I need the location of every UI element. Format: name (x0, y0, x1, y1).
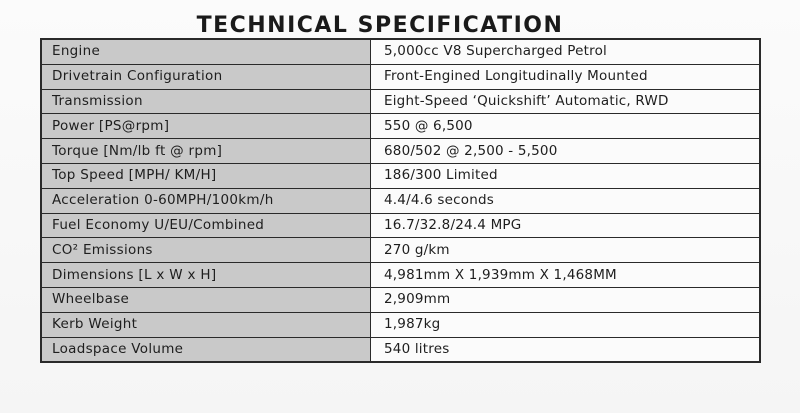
table-row (41, 64, 760, 89)
spec-label: Power [PS@rpm] (41, 114, 371, 139)
table-row (41, 188, 760, 213)
table-row (41, 39, 760, 64)
spec-label: Engine (41, 39, 371, 64)
spec-value: 186/300 Limited (371, 163, 761, 188)
table-row (41, 163, 760, 188)
spec-label: Torque [Nm/lb ft @ rpm] (41, 139, 371, 164)
page-title: TECHNICAL SPECIFICATION (196, 13, 564, 38)
table-row (41, 114, 760, 139)
spec-label: Transmission (41, 89, 371, 114)
spec-value: Eight-Speed ‘Quickshift’ Automatic, RWD (371, 89, 761, 114)
table-row (41, 238, 760, 263)
spec-value: 2,909mm (371, 287, 761, 312)
table-row (41, 213, 760, 238)
spec-label: CO² Emissions (41, 238, 371, 263)
table-row (41, 287, 760, 312)
table-row (41, 139, 760, 164)
spec-label: Drivetrain Configuration (41, 64, 371, 89)
spec-value: 540 litres (371, 337, 761, 362)
spec-value: 550 @ 6,500 (371, 114, 761, 139)
spec-value: 1,987kg (371, 312, 761, 337)
table-row (41, 263, 760, 288)
spec-label: Fuel Economy U/EU/Combined (41, 213, 371, 238)
spec-value: Front-Engined Longitudinally Mounted (371, 64, 761, 89)
spec-label: Loadspace Volume (41, 337, 371, 362)
spec-label: Dimensions [L x W x H] (41, 263, 371, 288)
table-row (41, 337, 760, 362)
spec-label: Acceleration 0-60MPH/100km/h (41, 188, 371, 213)
spec-label: Top Speed [MPH/ KM/H] (41, 163, 371, 188)
spec-value: 4,981mm X 1,939mm X 1,468MM (371, 263, 761, 288)
spec-table (40, 38, 761, 363)
spec-value: 270 g/km (371, 238, 761, 263)
spec-value: 16.7/32.8/24.4 MPG (371, 213, 761, 238)
spec-label: Kerb Weight (41, 312, 371, 337)
spec-value: 4.4/4.6 seconds (371, 188, 761, 213)
spec-value: 5,000cc V8 Supercharged Petrol (371, 39, 761, 64)
table-row (41, 89, 760, 114)
table-row (41, 312, 760, 337)
spec-label: Wheelbase (41, 287, 371, 312)
spec-value: 680/502 @ 2,500 - 5,500 (371, 139, 761, 164)
